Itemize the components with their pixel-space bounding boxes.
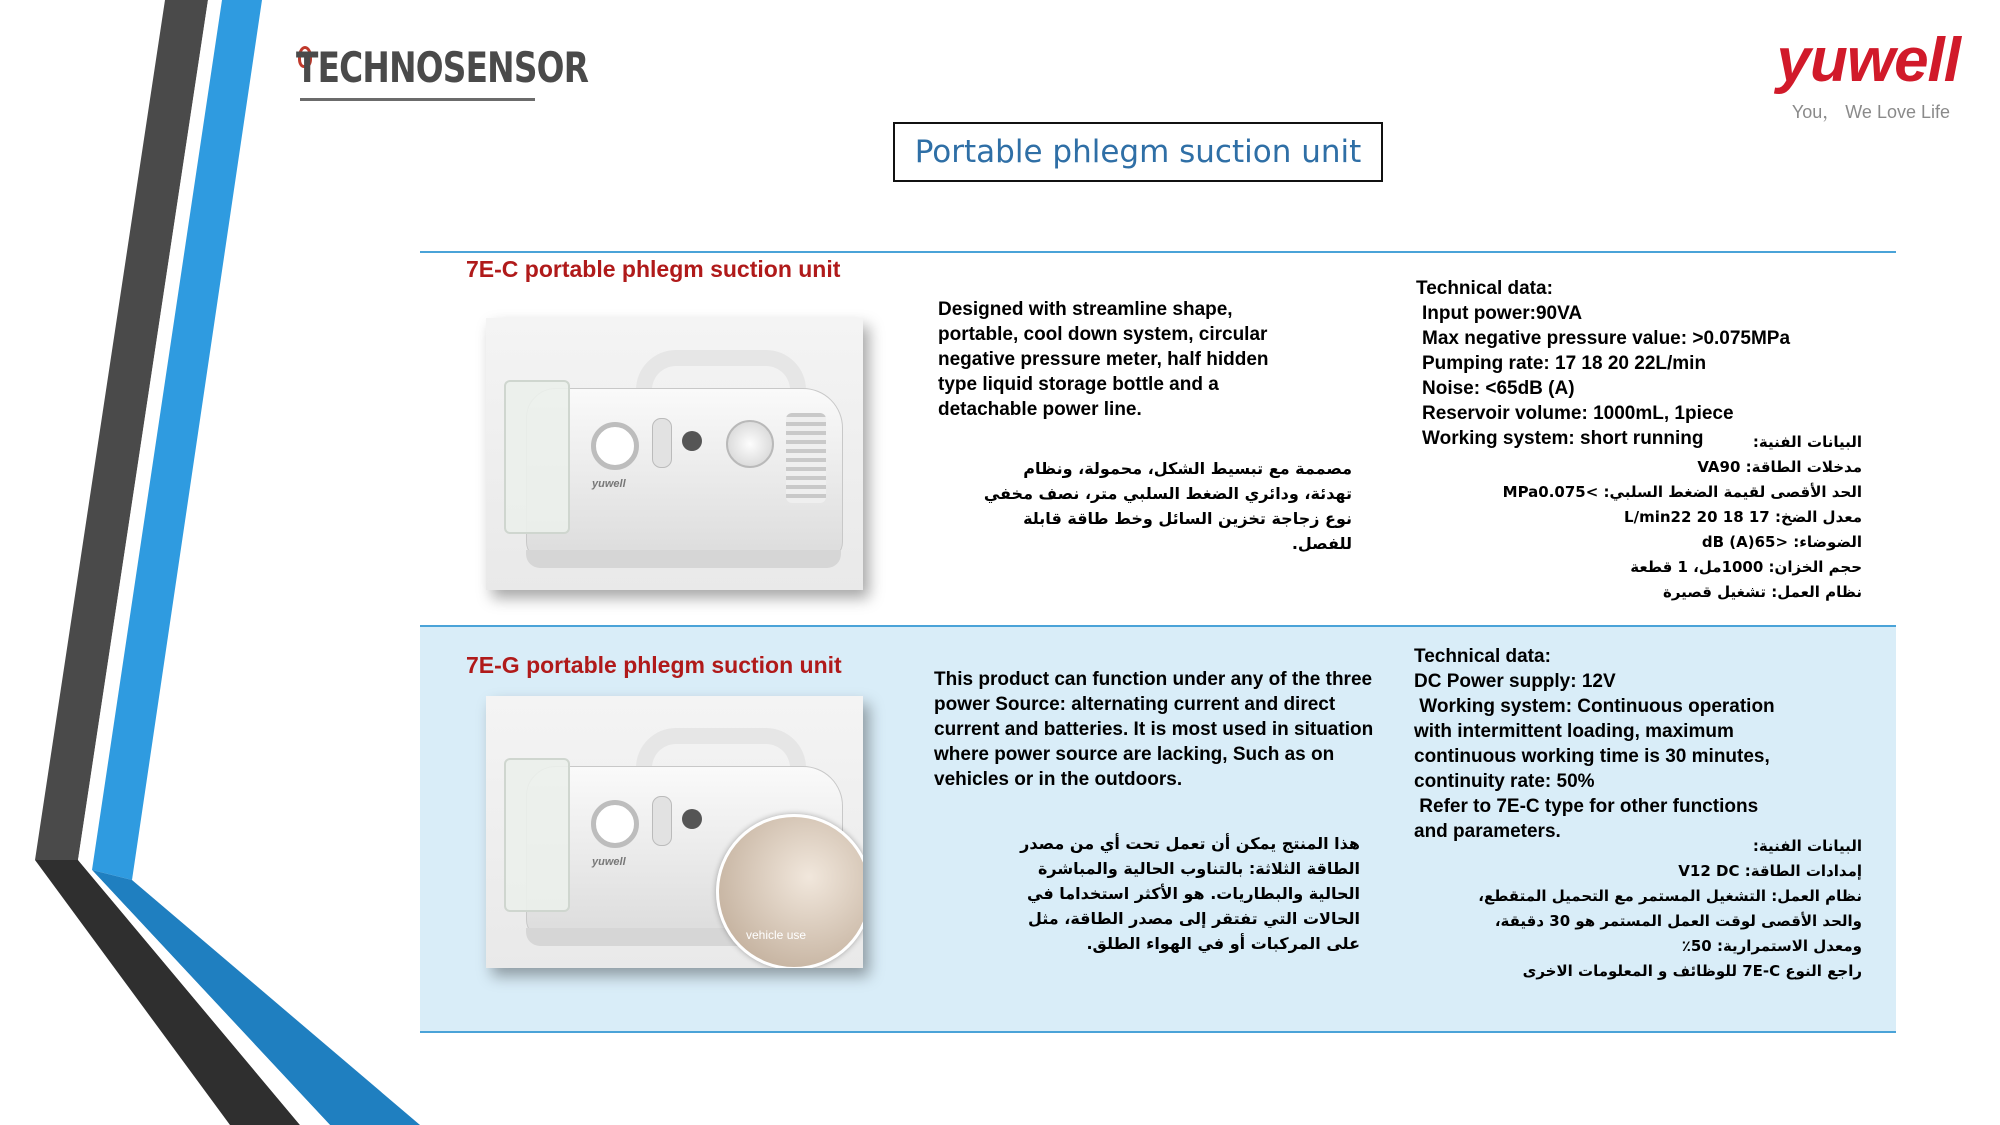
section-divider-middle — [420, 625, 1896, 627]
tech-data-ar-line: والحد الأقصى لوقت العمل المستمر هو 30 دقيقة، — [1494, 912, 1862, 930]
tech-data-ar-line: الضوضاء: <dB (A)65 — [1701, 533, 1862, 551]
vehicle-use-label: vehicle use — [746, 928, 807, 942]
device-brand-label: yuwell — [592, 856, 626, 868]
yuwell-wordmark: yuwell — [1776, 26, 1960, 95]
page-title: Portable phlegm suction unit — [893, 122, 1383, 182]
device-bottle — [504, 380, 570, 534]
tech-data-line: continuity rate: 50% — [1414, 771, 1595, 792]
tech-data-line: continuous working time is 30 minutes, — [1414, 746, 1770, 767]
product-title-7eg: 7E-G portable phlegm suction unit — [466, 652, 842, 678]
tech-data-ar-7ec — [1460, 430, 1862, 605]
tech-data-ar-line: ومعدل الاستمرارية: 50٪ — [1681, 937, 1862, 955]
logo-underline — [300, 98, 535, 101]
tech-data-title: Technical data: — [1416, 278, 1553, 299]
pressure-gauge-icon — [591, 800, 639, 848]
tech-data-ar-line: الحد الأقصى لقيمة الضغط السلبي: >MPa0.075 — [1502, 483, 1862, 501]
tech-data-ar-line: البيانات الفنية: — [1752, 837, 1862, 855]
section-divider-top — [420, 251, 1896, 253]
power-switch-icon — [682, 431, 702, 451]
device-base — [526, 550, 841, 568]
power-switch-icon — [682, 809, 702, 829]
tech-data-7eg — [1414, 644, 1775, 844]
technosensor-wordmark: TECHNOSENSOR — [296, 43, 589, 92]
product-image-7eg — [486, 696, 863, 968]
tech-data-ar-line: معدل الضخ: 17 18 20 L/min22 — [1624, 508, 1862, 526]
tech-data-ar-line: نظام العمل: التشغيل المستمر مع التحميل المتقطع، — [1478, 887, 1862, 905]
tech-data-ar-line: راجع النوع 7E-C للوظائف و المعلومات الاخرى — [1522, 962, 1862, 980]
product-description-ar-7eg: هذا المنتج يمكن أن تعمل تحت أي من مصدر الطاقة الثلاثة: بالتناوب الحالية والمباشرة الحالية والبطاريات. هو الأكثر استخداما في الحالات التي تفتقر إلى مصدر الطاقة، مثل على المركبات أو في الهواء الطلق. — [1020, 834, 1360, 953]
vehicle-use-inset-photo — [716, 814, 863, 968]
tech-data-line: Pumping rate: 17 18 20 22L/min — [1422, 353, 1707, 374]
tech-data-line: Reservoir volume: 1000mL, 1piece — [1422, 403, 1734, 424]
tech-data-line: Refer to 7E-C type for other functions — [1414, 796, 1759, 817]
tech-data-title: Technical data: — [1414, 646, 1551, 667]
section-divider-bottom — [420, 1031, 1896, 1033]
tech-data-line: Working system: short running — [1422, 428, 1704, 449]
product-description-7eg: This product can function under any of the three power Source: alternating current and direct current and batteries. It is most used in situation where power source are lacking, Such as on vehicles or in the outdoors. — [934, 669, 1374, 790]
tech-data-ar-line: حجم الخزان: 1000مل، 1 قطعة — [1630, 558, 1862, 576]
product-description-7ec: Designed with streamline shape, portable, cool down system, circular negative pressure meter, half hidden type liquid storage bottle and a detachable power line. — [938, 299, 1269, 420]
tech-data-ar-line: إمدادات الطاقة: V12 DC — [1678, 862, 1862, 880]
tech-data-line: and parameters. — [1414, 821, 1561, 842]
product-image-7ec — [486, 318, 863, 590]
tech-data-line: Noise: <65dB (A) — [1422, 378, 1575, 399]
yuwell-tagline: You， We Love Life — [1791, 102, 1950, 122]
product-title-7ec: 7E-C portable phlegm suction unit — [466, 256, 841, 282]
device-bottle — [504, 758, 570, 912]
tech-data-line: DC Power supply: 12V — [1414, 671, 1616, 692]
decorative-stripes — [0, 0, 440, 1125]
control-knob-icon — [726, 420, 774, 468]
product-description-ar-7ec: مصممة مع تبسيط الشكل، محمولة، ونظام تهدئة، ودائري الضغط السلبي متر، نصف مخفي نوع زجاجة تخزين السائل وخط طاقة قابلة للفصل. — [983, 459, 1352, 553]
device-vent — [786, 413, 826, 503]
tech-data-line: Working system: Continuous operation — [1414, 696, 1775, 717]
device-buttons — [652, 796, 672, 846]
tech-data-ar-line: نظام العمل: تشغيل قصيرة — [1662, 583, 1862, 601]
pressure-gauge-icon — [591, 422, 639, 470]
device-buttons — [652, 418, 672, 468]
tech-data-line: Input power:90VA — [1422, 303, 1583, 324]
tech-data-ar-line: مدخلات الطاقة: VA90 — [1697, 458, 1862, 476]
technosensor-logo — [296, 42, 589, 102]
tech-data-line: Max negative pressure value: >0.075MPa — [1422, 328, 1791, 349]
tech-data-line: with intermittent loading, maximum — [1414, 721, 1734, 742]
tech-data-ar-7eg — [1460, 834, 1862, 984]
tech-data-7ec — [1416, 276, 1790, 451]
device-brand-label: yuwell — [592, 478, 626, 490]
yuwell-logo — [1720, 28, 1960, 128]
tech-data-ar-line: البيانات الفنية: — [1752, 433, 1862, 451]
